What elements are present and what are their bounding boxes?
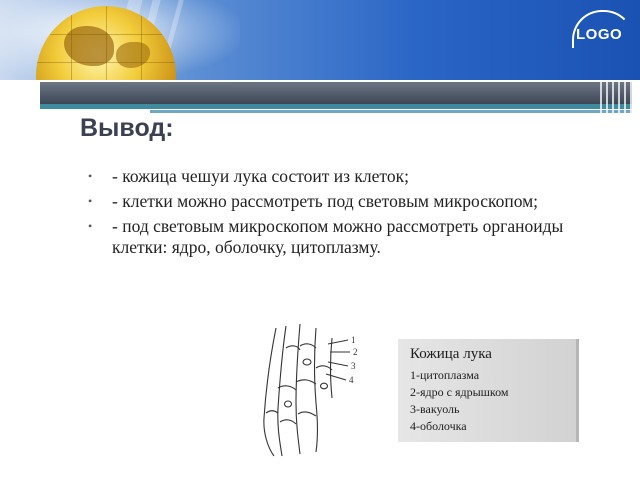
cell-wall-line bbox=[316, 366, 332, 370]
legend-item: 2-ядро с ядрышком bbox=[410, 385, 509, 399]
cell-wall-line bbox=[264, 328, 276, 456]
legend-title: Кожица лука bbox=[410, 346, 492, 362]
legend-item: 4-оболочка bbox=[410, 419, 467, 433]
label-pointer-line bbox=[328, 340, 348, 344]
bullet-text: - под световым микроскопом можно рассмотреть органоиды клетки: ядро, оболочку, цитоплазму. bbox=[112, 216, 564, 257]
logo-text: LOGO bbox=[576, 26, 623, 43]
figure-legend-box bbox=[398, 339, 579, 442]
cell-nucleus bbox=[303, 359, 311, 365]
bullet-text: - кожица чешуи лука состоит из клеток; bbox=[112, 166, 409, 186]
legend-item: 1-цитоплазма bbox=[410, 368, 480, 382]
cell-wall-line bbox=[298, 412, 316, 416]
figure-number: 3 bbox=[351, 361, 356, 371]
cell-wall-line bbox=[300, 344, 316, 348]
bullet-marker: • bbox=[88, 219, 93, 233]
figure-number: 4 bbox=[349, 375, 354, 385]
cell-wall-line bbox=[280, 420, 296, 424]
cell-nucleus bbox=[285, 401, 292, 407]
header-stripes bbox=[600, 82, 640, 116]
slide-header-banner bbox=[0, 0, 640, 80]
header-thin-line bbox=[150, 110, 632, 113]
cell-wall-line bbox=[296, 380, 316, 384]
legend-item: 3-вакуоль bbox=[410, 402, 460, 416]
bullet-item bbox=[88, 166, 608, 187]
globe-continent bbox=[116, 42, 150, 68]
label-pointer-line bbox=[326, 374, 346, 380]
bullet-marker: • bbox=[88, 169, 93, 183]
bullet-item bbox=[88, 191, 608, 212]
cell-wall-line bbox=[278, 386, 296, 390]
figure-number: 1 bbox=[351, 335, 356, 345]
bullet-text: - клетки можно рассмотреть под световым микроскопом; bbox=[112, 191, 539, 211]
cell-wall-line bbox=[266, 411, 278, 413]
cell-wall-line bbox=[278, 326, 286, 456]
cell-wall-line bbox=[296, 324, 300, 454]
cell-wall-line bbox=[331, 338, 333, 398]
figure-number: 2 bbox=[353, 347, 358, 357]
cell-nucleus bbox=[321, 383, 328, 389]
slide-title: Вывод: bbox=[80, 114, 174, 142]
header-divider-band bbox=[40, 82, 632, 104]
conclusion-list bbox=[88, 166, 608, 262]
onion-skin-cells-drawing bbox=[256, 318, 366, 458]
header-accent-line bbox=[40, 104, 632, 109]
bullet-item bbox=[88, 216, 608, 258]
bullet-marker: • bbox=[88, 194, 93, 208]
